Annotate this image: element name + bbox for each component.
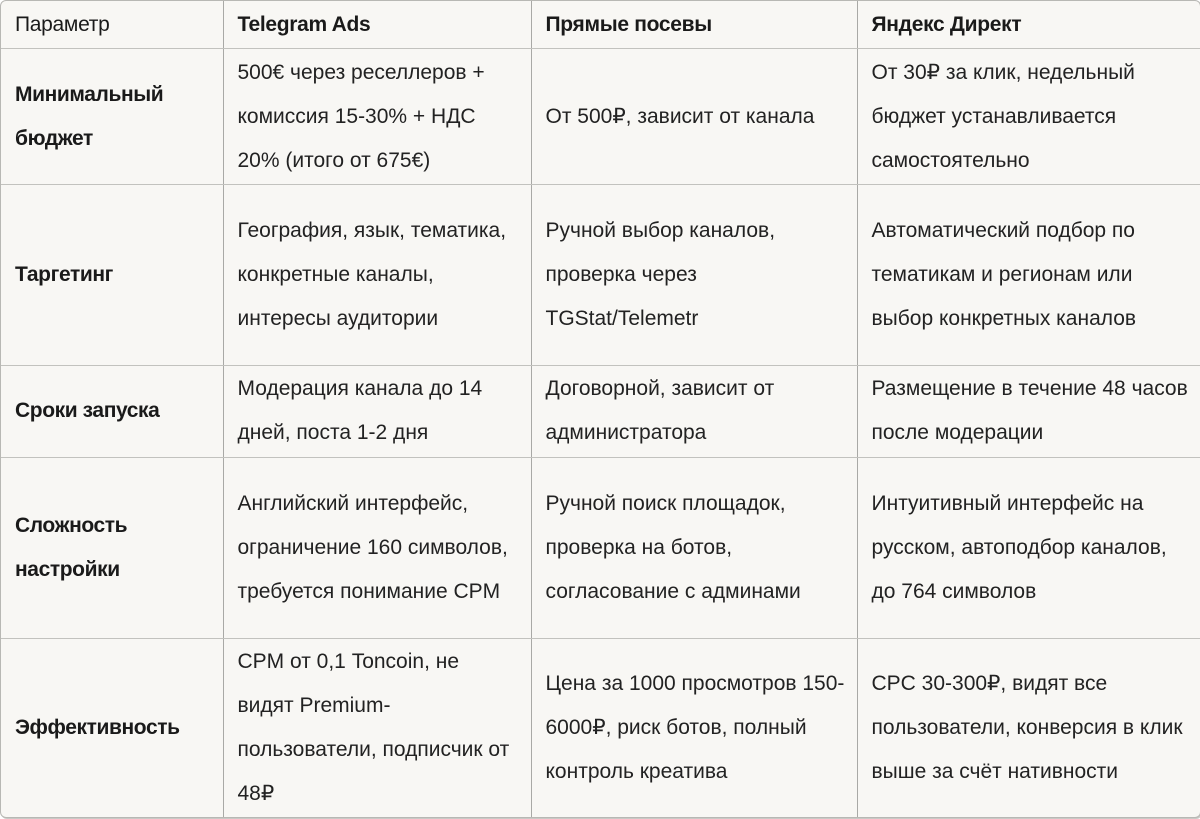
direct-placements-cell: Цена за 1000 просмотров 150-6000₽, риск ботов, полный контроль креатива <box>531 638 857 817</box>
direct-placements-cell: Ручной поиск площадок, проверка на ботов, согласование с админами <box>531 458 857 638</box>
yandex-direct-cell: Размещение в течение 48 часов после модерации <box>857 365 1200 457</box>
parameter-cell: Таргетинг <box>1 185 223 365</box>
table-row <box>1 365 1200 457</box>
direct-placements-cell: Ручной выбор каналов, проверка через TGStat/Telemetr <box>531 185 857 365</box>
yandex-direct-cell: Интуитивный интерфейс на русском, автоподбор каналов, до 764 символов <box>857 458 1200 638</box>
telegram-ads-cell: Модерация канала до 14 дней, поста 1-2 дня <box>223 365 531 457</box>
direct-placements-cell: Договорной, зависит от администратора <box>531 365 857 457</box>
yandex-direct-cell: От 30₽ за клик, недельный бюджет устанавливается самостоятельно <box>857 49 1200 185</box>
parameter-cell: Минимальный бюджет <box>1 49 223 185</box>
yandex-direct-cell: CPC 30-300₽, видят все пользователи, конверсия в клик выше за счёт нативности <box>871 671 1183 783</box>
header-yandex-direct: Яндекс Директ <box>857 1 1200 49</box>
parameter-cell: Сложность настройки <box>1 458 223 638</box>
table-header-row <box>1 1 1200 49</box>
table-row <box>1 49 1200 185</box>
parameter-cell: Сроки запуска <box>1 365 223 457</box>
yandex-direct-cell: Автоматический подбор по тематикам и регионам или выбор конкретных каналов <box>857 185 1200 365</box>
telegram-ads-cell: CPM от 0,1 Toncoin, не видят Premium-пользователи, подписчик от 48₽ <box>223 638 531 817</box>
parameter-cell: Эффективность <box>1 638 223 817</box>
header-telegram-ads: Telegram Ads <box>223 1 531 49</box>
table-row <box>1 638 1200 817</box>
table-row <box>1 185 1200 365</box>
header-parameter: Параметр <box>1 1 223 49</box>
comparison-table <box>1 1 1200 817</box>
direct-placements-cell: От 500₽, зависит от канала <box>531 49 857 185</box>
telegram-ads-cell: Английский интерфейс, ограничение 160 символов, требуется понимание CPM <box>223 458 531 638</box>
header-direct-placements: Прямые посевы <box>531 1 857 49</box>
table-row <box>1 458 1200 638</box>
telegram-ads-cell: 500€ через реселлеров + комиссия 15-30% + НДС 20% (итого от 675€) <box>223 49 531 185</box>
telegram-ads-cell: География, язык, тематика, конкретные каналы, интересы аудитории <box>223 185 531 365</box>
